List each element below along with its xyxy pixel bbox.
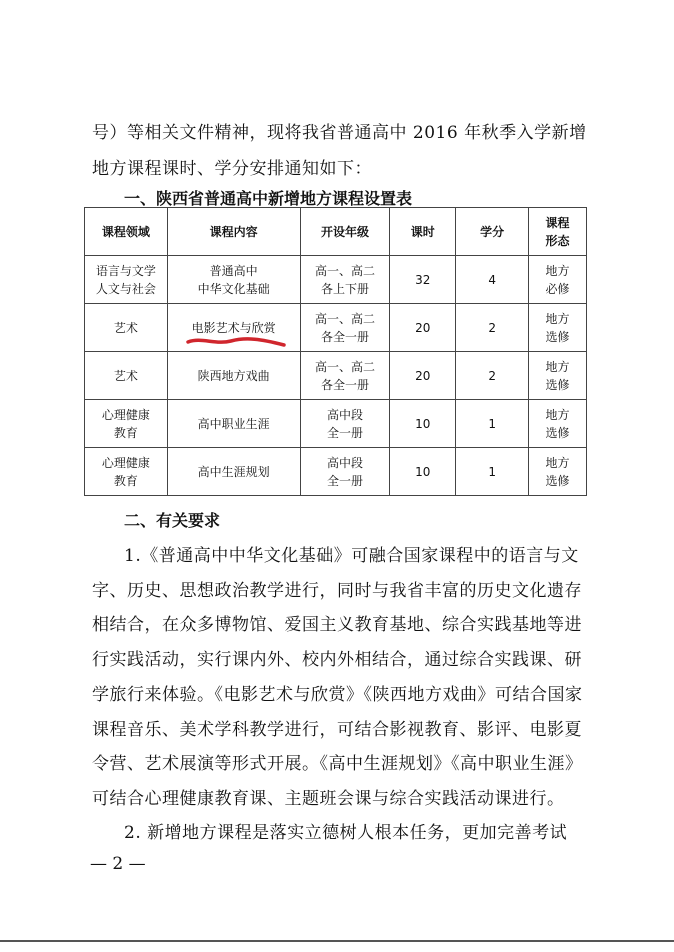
cell-domain: 艺术: [85, 352, 168, 400]
section2-title: 二、有关要求: [124, 511, 221, 530]
col-form: 课程 形态: [529, 208, 587, 256]
table-header-row: [85, 208, 587, 256]
body-line-8: 可结合心理健康教育课、主题班会课与综合实践活动课进行。: [92, 789, 565, 809]
cell-form: 地方 选修: [529, 400, 587, 448]
cell-hours: 10: [390, 400, 456, 448]
col-hours: 课时: [390, 208, 456, 256]
cell-form: 地方 选修: [529, 448, 587, 496]
cell-credits: 2: [456, 304, 529, 352]
body-line-7: 令营、艺术展演等形式开展。《高中生涯规划》《高中职业生涯》: [92, 754, 583, 774]
cell-domain: 语言与文学 人文与社会: [85, 256, 168, 304]
body-line-9: 2. 新增地方课程是落实立德树人根本任务，更加完善考试: [124, 823, 568, 843]
col-grade: 开设年级: [300, 208, 390, 256]
cell-credits: 2: [456, 352, 529, 400]
cell-domain: 艺术: [85, 304, 168, 352]
intro-line-1: 号）等相关文件精神，现将我省普通高中 2016 年秋季入学新增: [92, 123, 587, 143]
intro-line-2: 地方课程课时、学分安排通知如下：: [92, 159, 372, 179]
col-credits: 学分: [456, 208, 529, 256]
cell-hours: 10: [390, 448, 456, 496]
body-line-6: 课程音乐、美术学科教学进行，可结合影视教育、影评、电影夏: [92, 720, 582, 740]
cell-grade: 高一、高二 各全一册: [300, 304, 390, 352]
body-line-5: 学旅行来体验。《电影艺术与欣赏》《陕西地方戏曲》可结合国家: [92, 685, 583, 705]
cell-form: 地方 选修: [529, 352, 587, 400]
cell-content: 陕西地方戏曲: [167, 352, 300, 400]
cell-grade: 高一、高二 各上下册: [300, 256, 390, 304]
cell-credits: 1: [456, 448, 529, 496]
col-content: 课程内容: [167, 208, 300, 256]
cell-domain: 心理健康 教育: [85, 400, 168, 448]
page-number: — 2 —: [90, 854, 146, 874]
table-row: [85, 352, 587, 400]
body-line-3: 相结合，在众多博物馆、爱国主义教育基地、综合实践基地等进: [92, 615, 582, 635]
cell-credits: 4: [456, 256, 529, 304]
cell-grade: 高中段 全一册: [300, 448, 390, 496]
red-underline-annotation: [186, 336, 288, 350]
cell-content: 电影艺术与欣赏: [167, 304, 300, 352]
cell-hours: 32: [390, 256, 456, 304]
table-row: [85, 448, 587, 496]
body-line-4: 行实践活动，实行课内外、校内外相结合，通过综合实践课、研: [92, 650, 582, 670]
cell-credits: 1: [456, 400, 529, 448]
table-row: [85, 304, 587, 352]
cell-content: 普通高中 中华文化基础: [167, 256, 300, 304]
section1-title: 一、陕西省普通高中新增地方课程设置表: [124, 189, 413, 208]
cell-hours: 20: [390, 304, 456, 352]
cell-content: 高中职业生涯: [167, 400, 300, 448]
cell-grade: 高中段 全一册: [300, 400, 390, 448]
cell-form: 地方 必修: [529, 256, 587, 304]
cell-grade: 高一、高二 各全一册: [300, 352, 390, 400]
cell-hours: 20: [390, 352, 456, 400]
body-line-2: 字、历史、思想政治教学进行，同时与我省丰富的历史文化遗存: [92, 581, 582, 601]
table-row: [85, 256, 587, 304]
course-table: [84, 207, 587, 496]
bottom-rule: [0, 940, 674, 942]
cell-content: 高中生涯规划: [167, 448, 300, 496]
cell-form: 地方 选修: [529, 304, 587, 352]
body-line-1: 1.《普通高中中华文化基础》可融合国家课程中的语言与文: [124, 546, 579, 566]
col-domain: 课程领域: [85, 208, 168, 256]
cell-domain: 心理健康 教育: [85, 448, 168, 496]
table-row: [85, 400, 587, 448]
